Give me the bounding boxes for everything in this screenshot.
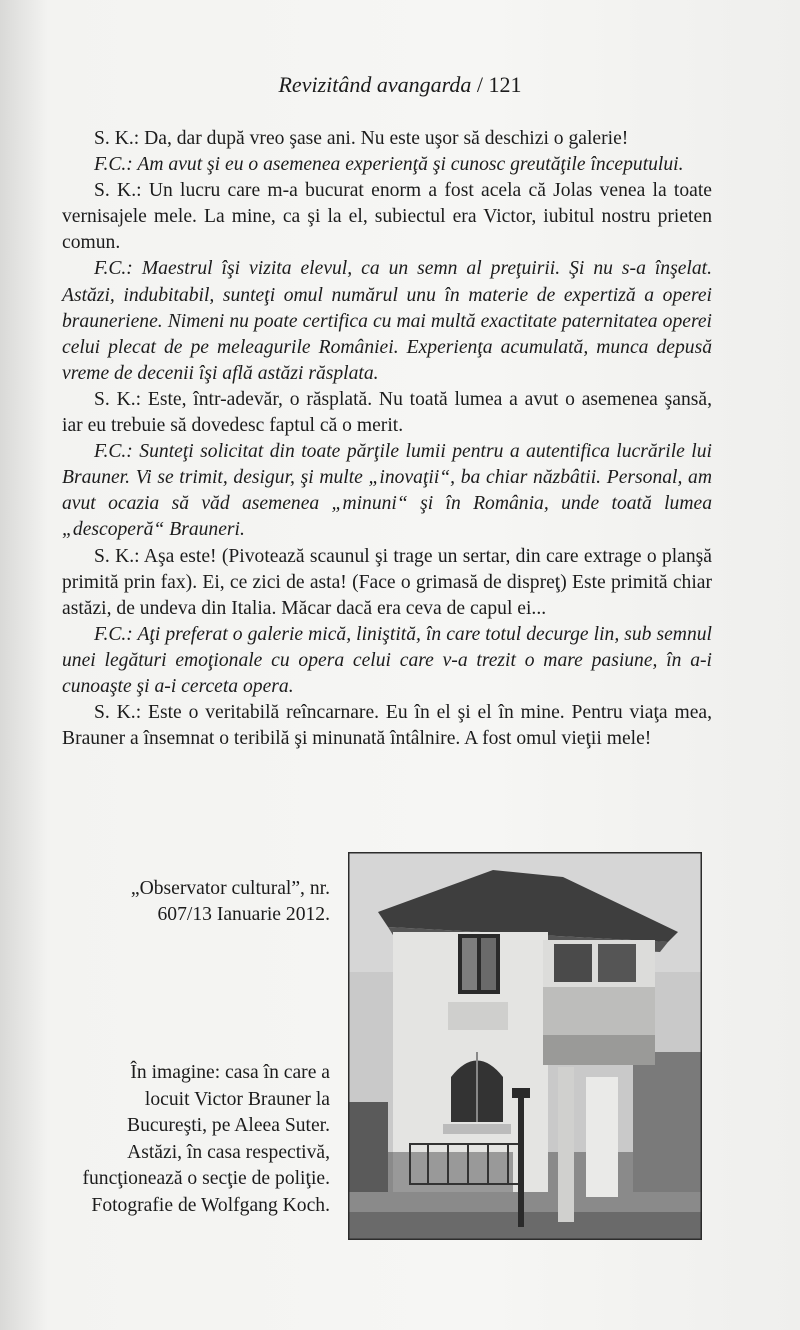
speaker-label: F.C.: [94,623,133,645]
caption-line: În imagine: casa în care a [130,1062,330,1083]
paragraph [62,622,712,700]
paragraph-text: Aşa este! (Pivotează scaunul şi trage un sertar, din care extrage o planşă primită prin fax). Ei, ce zici de asta! (Face o grimasă de dispreţ) Este primită chiar astăzi, de undeva din Italia. Măcar dacă era ceva de capul ei... [62,545,712,619]
paragraph [62,700,712,752]
paragraph-text: Aţi preferat o galerie mică, liniştită, în care totul decurge lin, sub semnul unei legături emoţionale cu opera celui care v-a trezit o mare pasiune, în a-i cunoaşte şi a-i cerceta opera. [62,623,712,697]
paragraph [62,439,712,543]
speaker-label: S. K.: [94,388,142,410]
paragraph [62,152,712,178]
speaker-label: S. K.: [94,180,142,202]
paragraph-text: Da, dar după vreo şase ani. Nu este uşor să deschizi o galerie! [144,128,629,149]
source-line: „Observator cultural”, nr. [130,878,330,899]
photo-caption [62,1060,330,1219]
running-header [0,72,800,98]
caption-line: Bucureşti, pe Aleea Suter. [127,1115,330,1136]
header-separator: / [476,72,483,97]
speaker-label: F.C.: [94,154,133,176]
paragraph [62,387,712,439]
running-title: Revizitând avangarda [278,72,472,97]
paragraph-text: Sunteţi solicitat din toate părţile lumii pentru a autentifica lucrările lui Brauner. Vi se trimit, desigur, şi multe „inovaţii“, ba chiar năzbâtii. Personal, am avut ocazia să văd asemenea „minuni“ şi în România, unde toată lumea „descoperă“ Brauneri. [62,441,712,541]
paragraph [62,256,712,386]
caption-line: locuit Victor Brauner la [144,1088,330,1110]
paragraph-text: Un lucru care m-a bucurat enorm a fost acela că Jolas venea la toate vernisajele mele. La mine, ca şi la el, subiectul era Victor, iubitul nostru prieten comun. [62,180,713,254]
source-citation [120,876,330,928]
page-number: 121 [488,72,522,97]
paragraph-text: Am avut şi eu o asemenea experienţă şi cunosc greutăţile începutului. [137,154,684,176]
interview-text [62,126,712,752]
speaker-label: F.C.: [94,258,133,280]
caption-line: Astăzi, în casa respectivă, [127,1141,330,1163]
source-line: 607/13 Ianuarie 2012. [157,904,330,925]
house-photo [348,852,702,1240]
speaker-label: S. K.: [94,702,142,724]
paragraph-text: Este, într-adevăr, o răsplată. Nu toată lumea a avut o asemenea şansă, iar eu trebuie să dovedesc faptul că o merit. [62,388,713,437]
paragraph-text: Este o veritabilă reîncarnare. Eu în el şi el în mine. Pentru viaţa mea, Brauner a însemnat o teribilă şi minunată întâlnire. A fost omul vieţii mele! [62,702,712,750]
paragraph [62,126,712,152]
caption-line: funcţionează o secţie de poliţie. [82,1168,330,1189]
caption-line: Fotografie de Wolfgang Koch. [91,1194,330,1216]
speaker-label: S. K.: [94,545,140,567]
paragraph-text: Maestrul îşi vizita elevul, ca un semn al preţuirii. Şi nu s-a înşelat. Astăzi, indubitabil, sunteţi omul numărul unu în materie de expertiză a operei brauneriene. Nimeni nu poate certifica cu mai multă exactitate paternitatea operei celui plecat de pe meleagurile României. Experienţa acumulată, munca depusă vreme de decenii îşi află astăzi răsplata. [62,258,712,384]
speaker-label: F.C.: [94,441,133,463]
speaker-label: S. K.: [94,128,140,149]
paragraph [62,178,712,256]
paragraph [62,544,712,622]
